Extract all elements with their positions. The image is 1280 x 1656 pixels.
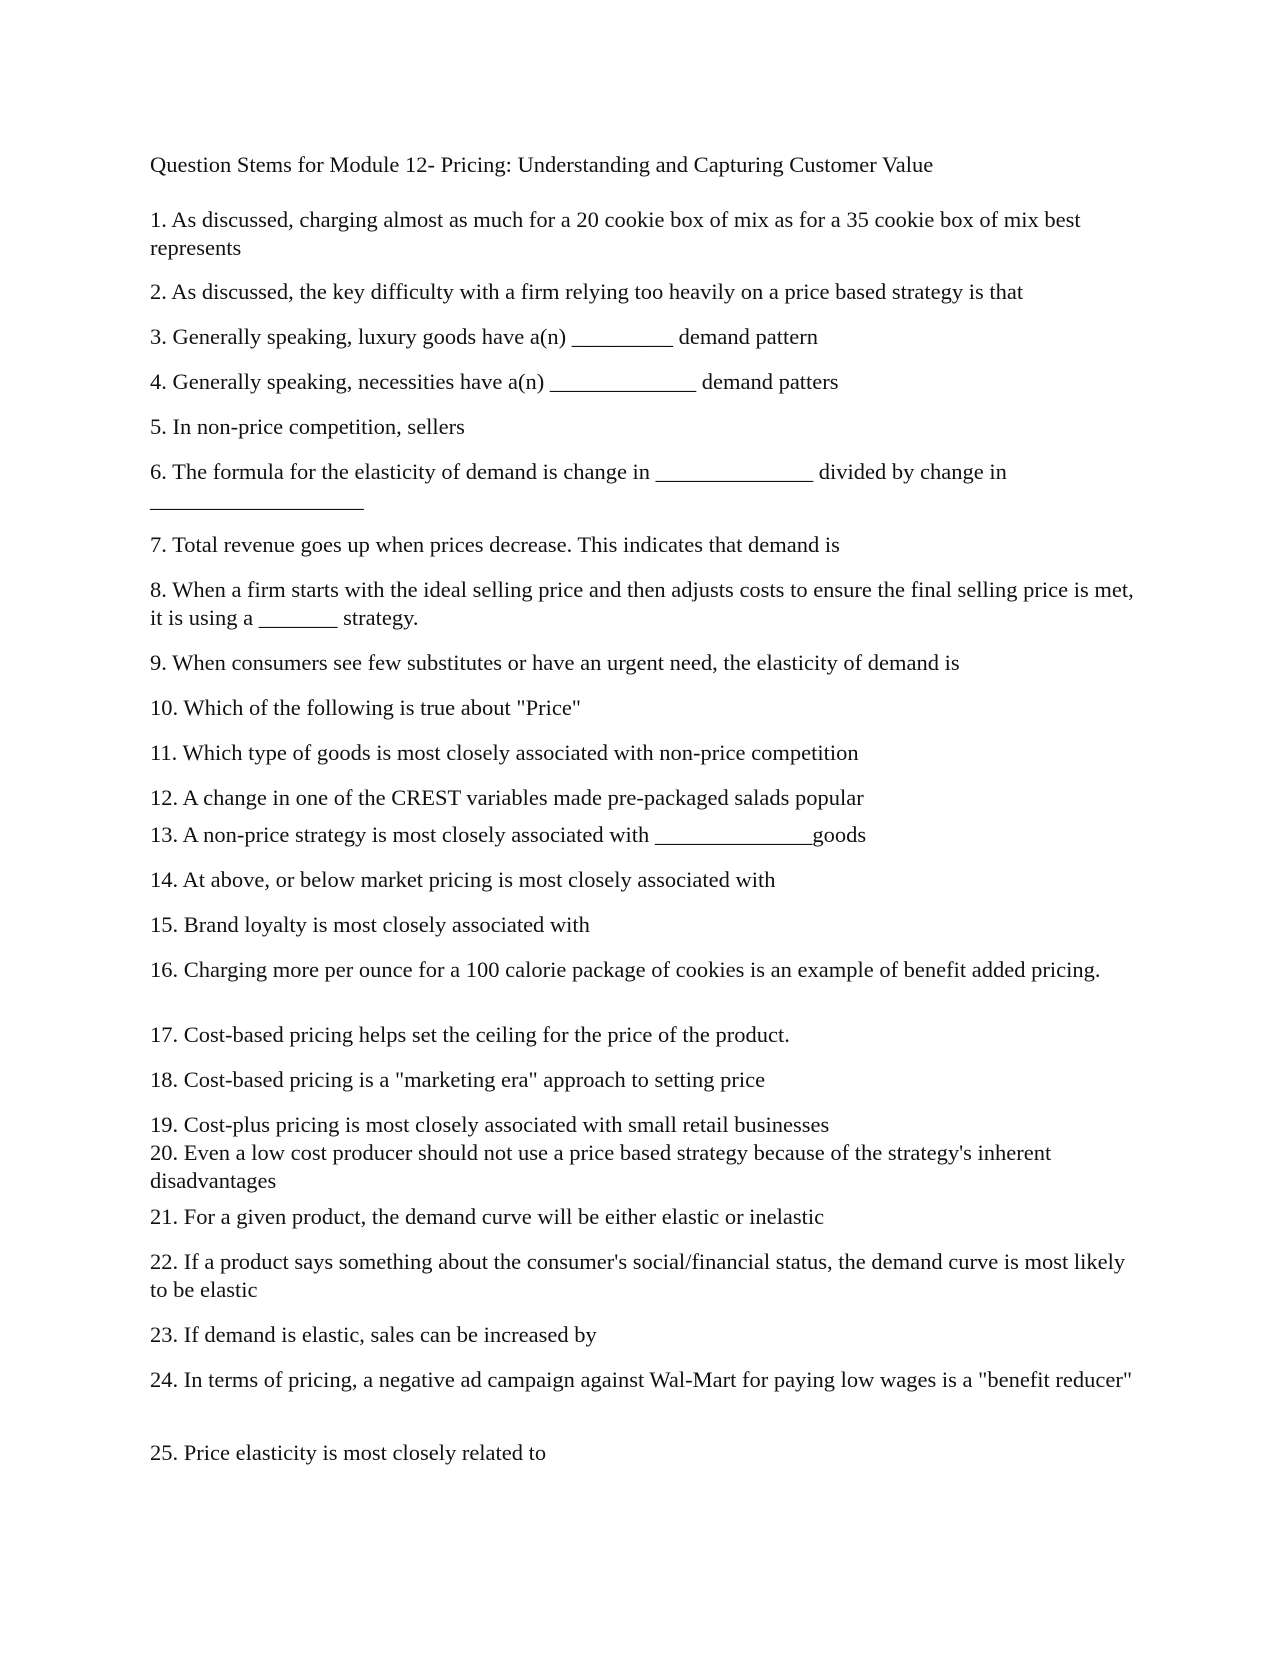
question-7: 7. Total revenue goes up when prices decrease. This indicates that demand is <box>150 532 840 557</box>
question-9: 9. When consumers see few substitutes or have an urgent need, the elasticity of demand is <box>150 650 960 675</box>
question-17: 17. Cost-based pricing helps set the ceiling for the price of the product. <box>150 1022 790 1047</box>
document-title: Question Stems for Module 12- Pricing: Understanding and Capturing Customer Value <box>150 152 934 177</box>
question-13: 13. A non-price strategy is most closely associated with ______________goods <box>150 822 867 847</box>
question-3: 3. Generally speaking, luxury goods have a(n) _________ demand pattern <box>150 324 818 349</box>
question-15: 15. Brand loyalty is most closely associated with <box>150 912 590 937</box>
question-2: 2. As discussed, the key difficulty with a firm relying too heavily on a price based strategy is that <box>150 279 1024 304</box>
question-22: 22. If a product says something about the consumer's social/financial status, the demand curve is most likely to be elastic <box>150 1249 1126 1302</box>
question-24: 24. In terms of pricing, a negative ad campaign against Wal-Mart for paying low wages is a "benefit reducer" <box>150 1367 1133 1392</box>
question-20: 20. Even a low cost producer should not use a price based strategy because of the strategy's inherent disadvantages <box>150 1140 1052 1193</box>
question-19: 19. Cost-plus pricing is most closely associated with small retail businesses <box>150 1112 830 1137</box>
question-25: 25. Price elasticity is most closely related to <box>150 1440 547 1465</box>
question-14: 14. At above, or below market pricing is most closely associated with <box>150 867 776 892</box>
question-23: 23. If demand is elastic, sales can be increased by <box>150 1322 597 1347</box>
question-8: 8. When a firm starts with the ideal selling price and then adjusts costs to ensure the final selling price is met, it is using a _______ strategy. <box>150 577 1134 630</box>
question-6: 6. The formula for the elasticity of demand is change in ______________ divided by change in ___________________ <box>150 459 1007 512</box>
question-12: 12. A change in one of the CREST variables made pre-packaged salads popular <box>150 785 864 810</box>
question-5: 5. In non-price competition, sellers <box>150 414 465 439</box>
question-16: 16. Charging more per ounce for a 100 calorie package of cookies is an example of benefit added pricing. <box>150 957 1101 982</box>
question-1: 1. As discussed, charging almost as much for a 20 cookie box of mix as for a 35 cookie box of mix best represents <box>150 207 1081 260</box>
question-11: 11. Which type of goods is most closely associated with non-price competition <box>150 740 859 765</box>
question-10: 10. Which of the following is true about "Price" <box>150 695 581 720</box>
question-18: 18. Cost-based pricing is a "marketing era" approach to setting price <box>150 1067 766 1092</box>
question-4: 4. Generally speaking, necessities have a(n) _____________ demand patters <box>150 369 839 394</box>
question-21: 21. For a given product, the demand curve will be either elastic or inelastic <box>150 1204 825 1229</box>
